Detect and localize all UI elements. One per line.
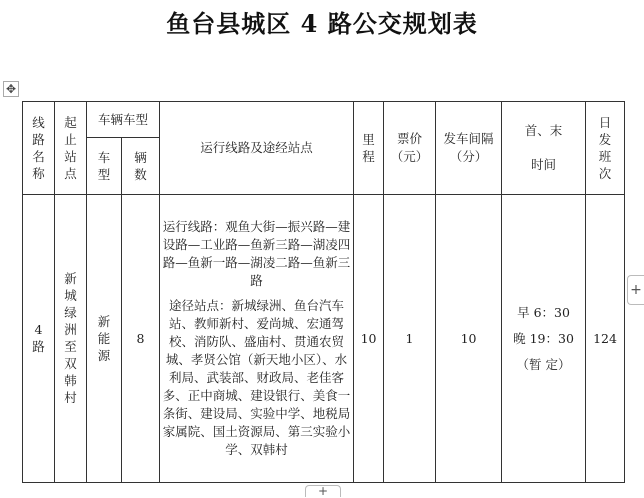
time-note: （暂 定） [516,356,571,372]
header-route-name: 线路名称 [23,102,55,195]
add-row-icon[interactable]: + [305,485,341,497]
header-interval: 发车间隔（分） [436,102,502,195]
cell-fare: 1 [384,195,436,483]
cell-daily-trips: 124 [586,195,625,483]
header-start-end: 起止站点 [55,102,87,195]
page-title: 鱼台县城区 4 路公交规划表 [166,9,478,38]
add-column-icon[interactable]: + [627,275,644,305]
header-count: 辆数 [122,138,160,195]
header-first-last-time: 首、末 时间 [502,102,586,195]
cell-model: 新能源 [87,195,122,483]
cell-first-last-time [502,195,586,483]
cell-count: 8 [122,195,160,483]
header-route-stops: 运行线路及途经站点 [160,102,354,195]
last-bus-time: 晚 19：30 [513,330,574,346]
cell-interval: 10 [436,195,502,483]
cell-route-stops [160,195,354,483]
header-daily-trips: 日发班次 [586,102,625,195]
header-mileage: 里程 [354,102,384,195]
table-move-handle-icon[interactable]: ✥ [3,81,19,97]
header-model: 车型 [87,138,122,195]
cell-route-name: 4路 [23,195,55,483]
header-fare: 票价（元） [384,102,436,195]
first-bus-time: 早 6：30 [517,304,570,320]
bus-plan-table [22,101,625,483]
cell-start-end: 新城绿洲至双韩村 [55,195,87,483]
cell-mileage: 10 [354,195,384,483]
header-vehicle-model: 车辆车型 [87,102,160,138]
stops-description: 途径站点：新城绿洲、鱼台汽车站、教师新村、爱尚城、宏通驾校、消防队、盛庙村、贯通农贸城、孝贤公馆（新天地小区）、水利局、武装部、财政局、老佳客多、正中商城、建设银行、美食一条街、建设局、实验中学、地税局家属院、国土资源局、第三实验小学、双韩村 [162,298,351,457]
route-description: 运行线路：观鱼大街—振兴路—建设路—工业路—鱼新三路—湖凌四路—鱼新一路—湖凌二路—鱼新三路 [162,219,351,288]
